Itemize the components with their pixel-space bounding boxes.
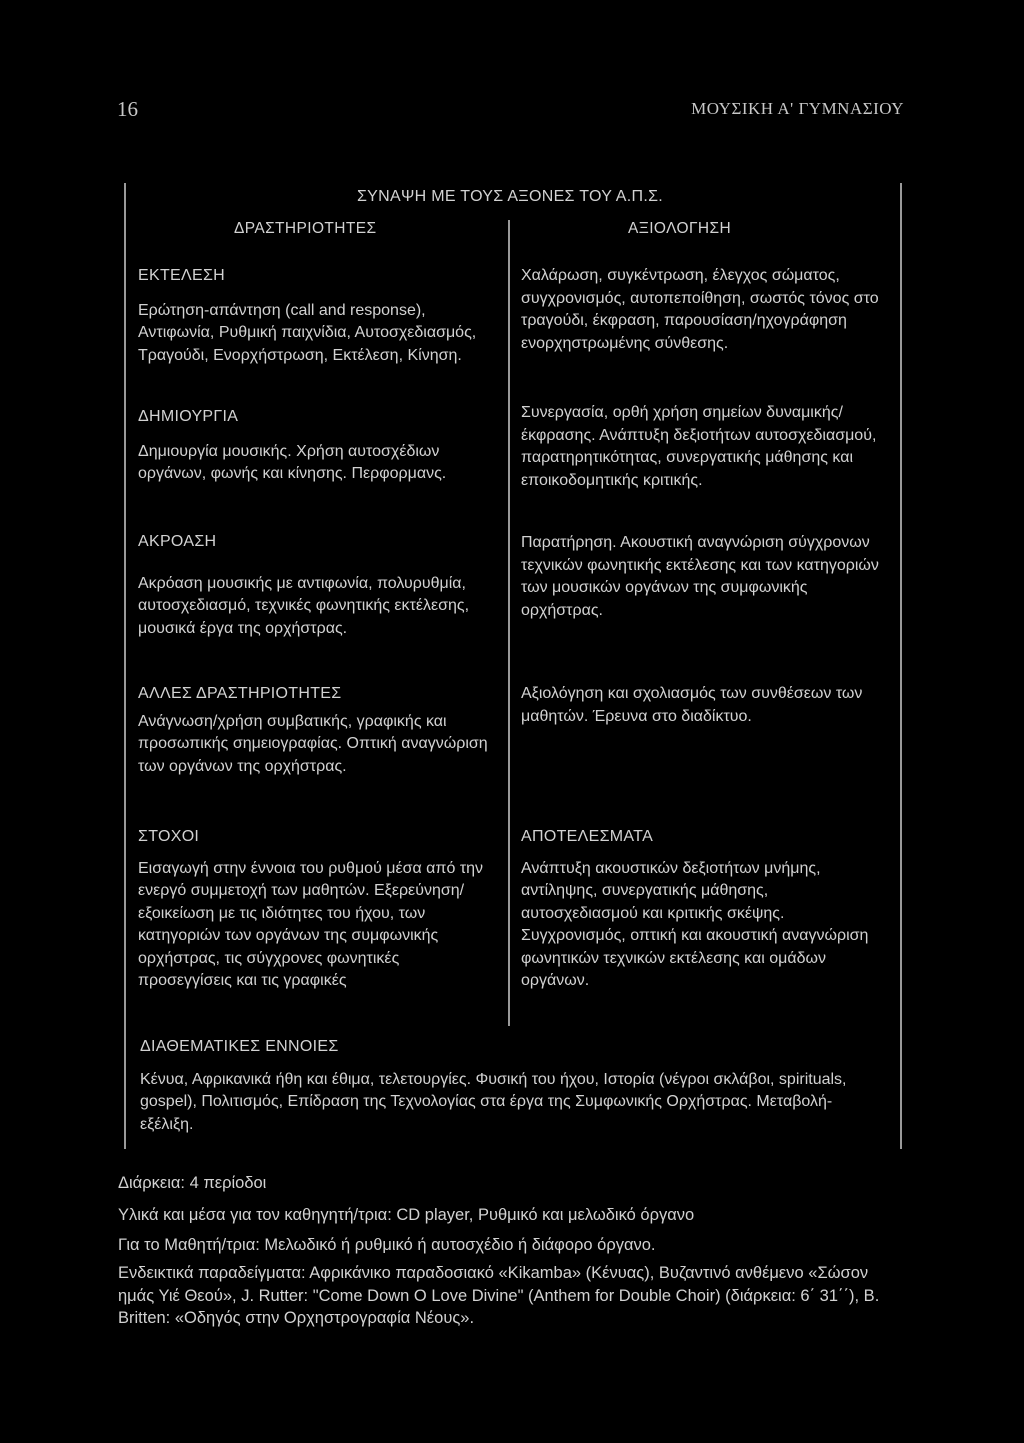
cell-text: Χαλάρωση, συγκέντρωση, έλεγχος σώματος, συγχρονισμός, αυτοπεποίθηση, σωστός τόνος στο τραγούδι, έκφραση, παρουσίαση/ηχογράφηση ενορχηστρωμένης σύνθεσης. [521,267,879,352]
activity-cell-goals [138,826,494,993]
student-materials-line: Για το Μαθητή/τρια: Μελωδικό ή ρυθμικό ή αυτοσχέδιο ή διάφορο όργανο. [118,1236,656,1254]
cell-text: Αξιολόγηση και σχολιασμός των συνθέσεων των μαθητών. Έρευνα στο διαδίκτυο. [521,685,863,725]
activity-cell-other [138,683,494,778]
cell-text: Δημιουργία μουσικής. Χρήση αυτοσχέδιων οργάνων, φωνής και κίνησης. Περφορμανς. [138,442,447,482]
cell-text: Ερώτηση-απάντηση (call and response), Αντιφωνία, Ρυθμική παιχνίδια, Αυτοσχεδιασμός, Τραγούδι, Ενορχήστρωση, Εκτέλεση, Κίνηση. [138,301,477,364]
cross-curricular-concepts [140,1036,885,1136]
assessment-cell-creation [521,402,889,492]
cell-text: Ακρόαση μουσικής με αντιφωνία, πολυρυθμία, αυτοσχεδιασμό, τεχνικές φωνητικής εκτέλεσης, μουσικά έργα της ορχήστρας. [138,574,470,637]
cell-text: Ανάγνωση/χρήση συμβατικής, γραφικής και προσωπικής σημειογραφίας. Οπτική αναγνώριση των οργάνων της ορχήστρας. [138,712,488,775]
cell-text: Παρατήρηση. Ακουστική αναγνώριση σύγχρονων τεχνικών φωνητικής εκτέλεσης και των κατηγοριών των μουσικών οργάνων της συμφωνικής ορχήστρας. [521,534,879,619]
assessment-cell-other [521,683,889,728]
outcomes-cell [521,826,889,993]
duration-line: Διάρκεια: 4 περίοδοι [118,1174,267,1192]
cell-text: Ανάπτυξη ακουστικών δεξιοτήτων μνήμης, αντίληψης, συνεργατικής μάθησης, αυτοσχεδιασμού και κριτικής σκέψης. Συγχρονισμός, οπτική και ακουστική αναγνώριση φωνητικών τεχνικών εκτέλεσης και ομάδων οργάνων. [521,859,869,989]
assessment-cell-listening [521,532,889,622]
cell-label: ΑΛΛΕΣ ΔΡΑΣΤΗΡΙΟΤΗΤΕΣ [138,685,342,702]
page-number: 16 [117,97,138,121]
cell-label: ΔΗΜΙΟΥΡΓΙΑ [138,408,239,425]
running-head: ΜΟΥΣΙΚΗ Α' ΓΥΜΝΑΣΙΟΥ [691,99,904,118]
cell-label: ΑΚΡΟΑΣΗ [138,533,217,550]
activities-column-header: ΔΡΑΣΤΗΡΙΟΤΗΤΕΣ [234,220,377,237]
activity-cell-listening [138,531,494,640]
assessment-column-header: ΑΞΙΟΛΟΓΗΣΗ [628,220,732,237]
box-title: ΣΥΝΑΨΗ ΜΕ ΤΟΥΣ ΑΞΟΝΕΣ ΤΟΥ Α.Π.Σ. [356,188,664,205]
activity-cell-creation [138,406,494,486]
teacher-materials-line: Υλικά και μέσα για τον καθηγητή/τρια: CD player, Ρυθμικό και μελωδικό όργανο [118,1206,695,1224]
column-divider [508,220,510,1026]
examples-paragraph: Ενδεικτικά παραδείγματα: Αφρικάνικο παραδοσιακό «Kikamba» (Κένυας), Βυζαντινό ανθέμενο «Σώσον ημάς Υιέ Θεού», J. Rutter: "Come Down O Love Divine" (Anthem for Double Choir) (διάρκεια: 6΄ 31΄΄), B. Britten: «Οδηγός στην Ορχηστρογραφία Νέους». [118,1264,880,1327]
cell-text: Συνεργασία, ορθή χρήση σημείων δυναμικής/έκφρασης. Ανάπτυξη δεξιοτήτων αυτοσχεδιασμού, παρατηρητικότητας, συνεργατικής μάθησης και εποικοδομητικής κριτικής. [521,404,877,489]
assessment-cell-performance [521,265,889,355]
activity-cell-performance [138,265,494,367]
cell-text: Εισαγωγή στην έννοια του ρυθμού μέσα από την ενεργό συμμετοχή των μαθητών. Εξερεύνηση/εξοικείωση με τις ιδιότητες του ήχου, των κατηγοριών των οργάνων της συμφωνικής ορχήστρας, τις σύγχρονες φωνητικές προσεγγίσεις και τις γραφικές [138,859,484,989]
cell-label: ΕΚΤΕΛΕΣΗ [138,267,225,284]
concepts-label: ΔΙΑΘΕΜΑΤΙΚΕΣ ΕΝΝΟΙΕΣ [140,1038,339,1055]
cell-label: ΑΠΟΤΕΛΕΣΜΑΤΑ [521,828,654,845]
cell-label: ΣΤΟΧΟΙ [138,828,200,845]
concepts-text: Κένυα, Αφρικανικά ήθη και έθιμα, τελετουργίες. Φυσική του ήχου, Ιστορία (νέγροι σκλάβοι, spirituals, gospel), Πολιτισμός, Επίδραση της Τεχνολογίας στα έργα της Συμφωνικής Ορχήστρας. Μεταβολή-εξέλιξη. [140,1070,847,1133]
